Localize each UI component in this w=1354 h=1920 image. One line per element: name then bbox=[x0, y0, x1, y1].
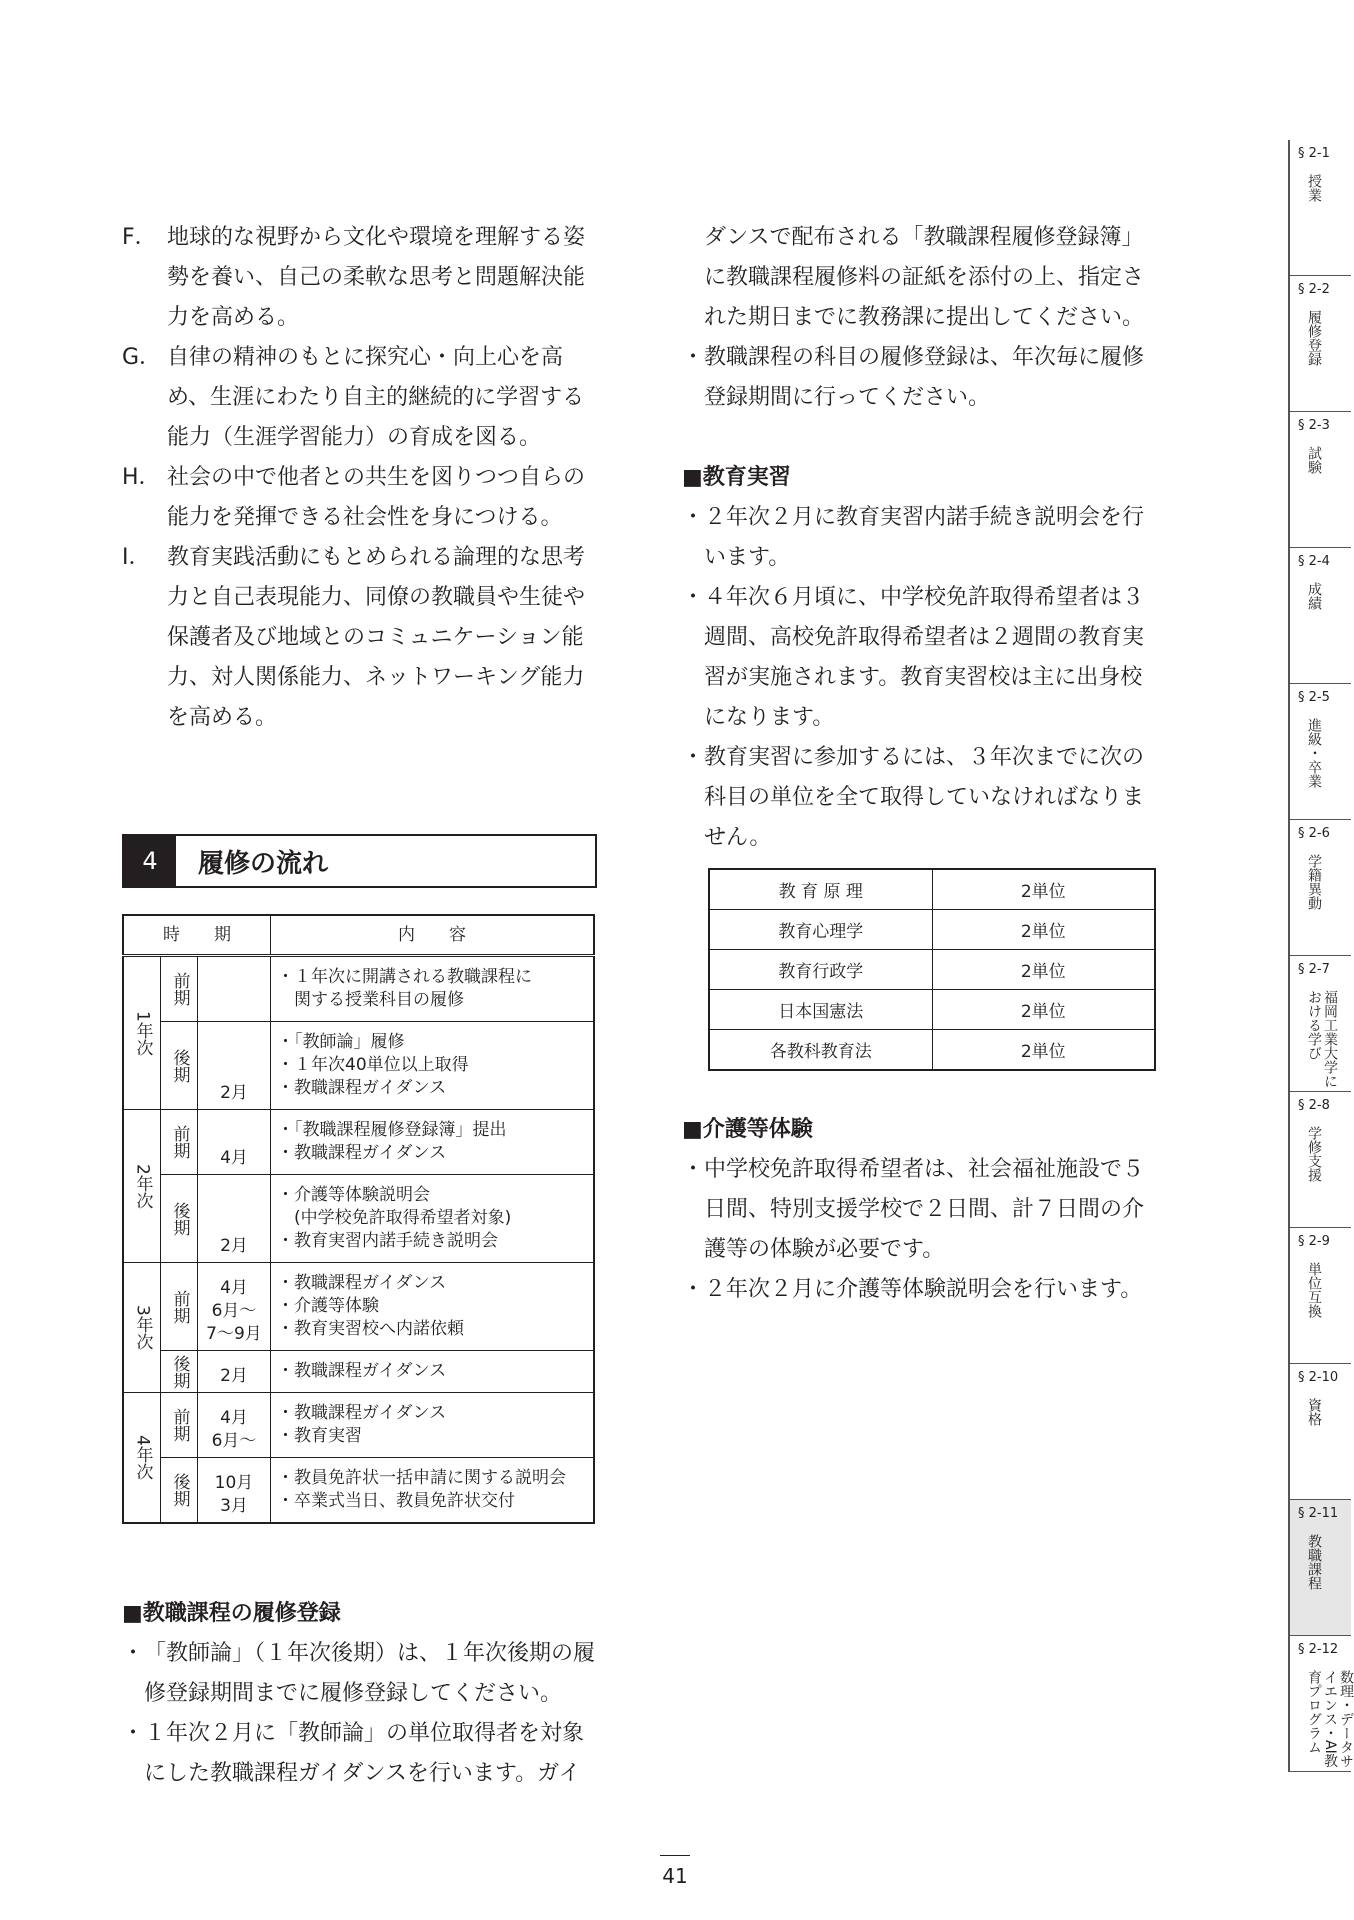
credits-cell: 2単位 bbox=[932, 1030, 1155, 1071]
year-cell bbox=[123, 1393, 161, 1524]
section-tab[interactable] bbox=[1288, 1364, 1351, 1500]
month-label: 4月 bbox=[220, 1148, 248, 1168]
content-line: ・「教職課程履修登録簿」提出 bbox=[277, 1120, 507, 1140]
month-cell bbox=[198, 956, 271, 1022]
tab-label: 数理・データサイエンス・AI教育プログラム bbox=[1306, 1670, 1354, 1768]
month-label: 2月 bbox=[220, 1366, 248, 1386]
content-cell bbox=[271, 1022, 595, 1110]
term-label: 後期 bbox=[169, 1473, 190, 1507]
table-row bbox=[709, 910, 1155, 950]
list-item-text: ４年次６月頃に、中学校免許取得希望者は３週間、高校免許取得希望者は２週間の教育実習が実施されます。教育実習校は主に出身校になります。 bbox=[704, 585, 1145, 730]
section-tab[interactable] bbox=[1288, 276, 1351, 412]
year-cell bbox=[123, 1263, 161, 1393]
term-label: 後期 bbox=[169, 1201, 190, 1236]
year-cell bbox=[123, 1110, 161, 1263]
list-item: ・ 「教師論」（１年次後期）は、１年次後期の履修登録期間までに履修登録してください。 bbox=[122, 1634, 600, 1714]
content-line: ・教職課程ガイダンス bbox=[277, 1403, 447, 1423]
content-line: ・教職課程ガイダンス bbox=[277, 1143, 447, 1163]
content-line: ・介護等体験説明会 bbox=[277, 1185, 430, 1205]
term-cell bbox=[161, 956, 198, 1022]
term-label: 前期 bbox=[169, 972, 190, 1006]
right-column bbox=[682, 218, 1160, 858]
tab-section-number: § 2-2 bbox=[1298, 282, 1330, 297]
list-item: ・ ２年次２月に介護等体験説明会を行います。 bbox=[682, 1270, 1160, 1310]
table-row bbox=[123, 1022, 594, 1110]
tab-section-number: § 2-9 bbox=[1298, 1234, 1330, 1249]
table-header-period: 時 期 bbox=[123, 915, 271, 956]
objective-item bbox=[122, 218, 600, 338]
table-row bbox=[123, 1110, 594, 1175]
objectives-list bbox=[122, 218, 600, 738]
page-number: 41 bbox=[660, 1855, 690, 1888]
tab-section-number: § 2-1 bbox=[1298, 146, 1330, 161]
tab-section-number: § 2-4 bbox=[1298, 554, 1330, 569]
year-cell bbox=[123, 956, 161, 1110]
tab-label: 学修支援 bbox=[1306, 1126, 1322, 1182]
list-item-text: 中学校免許取得希望者は、社会福祉施設で５日間、特別支援学校で２日間、計７日間の介護等の体験が必要です。 bbox=[704, 1157, 1145, 1262]
list-item-text: １年次２月に「教師論」の単位取得者を対象にした教職課程ガイダンスを行います。ガイ bbox=[144, 1721, 585, 1786]
month-label: 4月 6月～ bbox=[211, 1408, 257, 1451]
objective-label: G． bbox=[122, 345, 162, 370]
objective-text: 社会の中で他者との共生を図りつつ自らの能力を発揮できる社会性を身につける。 bbox=[167, 465, 586, 530]
month-cell bbox=[198, 1263, 271, 1351]
table-row bbox=[123, 1393, 594, 1458]
table-row bbox=[123, 956, 594, 1022]
credits-cell: 2単位 bbox=[932, 869, 1155, 910]
objective-item bbox=[122, 338, 600, 458]
term-label: 前期 bbox=[169, 1408, 190, 1442]
year-label: 4年次 bbox=[132, 1435, 153, 1480]
section-title: 履修の流れ bbox=[198, 848, 329, 879]
registration-heading: ■教職課程の履修登録 bbox=[122, 1601, 341, 1626]
term-cell bbox=[161, 1351, 198, 1393]
subject-cell: 日本国憲法 bbox=[709, 990, 932, 1030]
objective-label: F． bbox=[122, 225, 157, 250]
content-line: (中学校免許取得希望者対象) bbox=[277, 1208, 512, 1228]
left-column bbox=[122, 218, 600, 738]
tab-label: 試験 bbox=[1306, 446, 1322, 474]
list-item-text: 「教師論」（１年次後期）は、１年次後期の履修登録期間までに履修登録してください。 bbox=[144, 1641, 596, 1706]
objective-item bbox=[122, 538, 600, 738]
table-row bbox=[709, 869, 1155, 910]
course-flow-table bbox=[122, 914, 595, 1524]
section-tab[interactable] bbox=[1288, 956, 1351, 1092]
content-line: ・介護等体験 bbox=[277, 1296, 379, 1316]
section-tab[interactable] bbox=[1288, 1500, 1351, 1636]
tab-section-number: § 2-10 bbox=[1298, 1370, 1339, 1385]
tab-label: 資格 bbox=[1306, 1398, 1322, 1426]
term-label: 後期 bbox=[169, 1048, 190, 1083]
term-cell bbox=[161, 1393, 198, 1458]
table-row bbox=[709, 950, 1155, 990]
care-heading: ■介護等体験 bbox=[682, 1117, 813, 1142]
content-line: ・教育実習校へ内諾依頼 bbox=[277, 1319, 464, 1339]
subject-cell: 教育心理学 bbox=[709, 910, 932, 950]
objective-item bbox=[122, 458, 600, 538]
table-row bbox=[709, 1030, 1155, 1071]
content-cell bbox=[271, 956, 595, 1022]
year-label: 1年次 bbox=[132, 1010, 153, 1056]
content-line: ・教育実習内諾手続き説明会 bbox=[277, 1231, 498, 1251]
objective-text: 自律の精神のもとに探究心・向上心を高め、生涯にわたり自主的継続的に学習する能力（生涯学習能力）の育成を図る。 bbox=[167, 345, 585, 450]
tab-label: 成績 bbox=[1306, 582, 1322, 610]
credits-cell: 2単位 bbox=[932, 950, 1155, 990]
content-line: ・教育実習 bbox=[277, 1426, 362, 1446]
term-label: 前期 bbox=[169, 1125, 190, 1159]
month-label: 2月 bbox=[220, 1236, 248, 1256]
required-units-table bbox=[708, 868, 1156, 1071]
tab-label: 進級・卒業 bbox=[1306, 718, 1322, 788]
list-item-text: ２年次２月に介護等体験説明会を行います。 bbox=[704, 1277, 1143, 1302]
care-section bbox=[682, 1110, 1160, 1310]
tab-section-number: § 2-3 bbox=[1298, 418, 1330, 433]
term-cell bbox=[161, 1263, 198, 1351]
content-line: ・１年次に開講される教職課程に bbox=[277, 967, 532, 987]
year-label: 2年次 bbox=[132, 1163, 153, 1209]
month-label: 2月 bbox=[220, 1083, 248, 1103]
section-tab[interactable] bbox=[1288, 1092, 1351, 1228]
content-line: ・教職課程ガイダンス bbox=[277, 1078, 447, 1098]
tab-label: 福岡工業大学における学び bbox=[1306, 990, 1338, 1088]
list-item: ・ ２年次２月に教育実習内諾手続き説明会を行います。 bbox=[682, 498, 1160, 578]
content-cell bbox=[271, 1175, 595, 1263]
section-tab[interactable] bbox=[1288, 1636, 1354, 1772]
content-line: ・教職課程ガイダンス bbox=[277, 1361, 447, 1381]
table-row bbox=[123, 1458, 594, 1524]
section-tab[interactable] bbox=[1288, 140, 1351, 276]
term-cell bbox=[161, 1458, 198, 1524]
term-cell bbox=[161, 1175, 198, 1263]
content-line: ・「教師論」履修 bbox=[277, 1032, 405, 1052]
content-cell bbox=[271, 1351, 595, 1393]
objective-label: I． bbox=[122, 545, 151, 570]
list-item: ・ 中学校免許取得希望者は、社会福祉施設で５日間、特別支援学校で２日間、計７日間の介護等の体験が必要です。 bbox=[682, 1150, 1160, 1270]
section-tab[interactable] bbox=[1288, 820, 1351, 956]
continued-text: ダンスで配布される「教職課程履修登録簿」に教職課程履修料の証紙を添付の上、指定された期日までに教務課に提出してください。 bbox=[704, 225, 1145, 330]
tab-section-number: § 2-8 bbox=[1298, 1098, 1330, 1113]
month-label: 4月 6月～ 7～9月 bbox=[206, 1278, 262, 1344]
month-cell bbox=[198, 1110, 271, 1175]
content-cell bbox=[271, 1458, 595, 1524]
credits-cell: 2単位 bbox=[932, 910, 1155, 950]
tab-section-number: § 2-7 bbox=[1298, 962, 1330, 977]
section-4-heading bbox=[122, 834, 597, 888]
list-item-text: 教職課程の科目の履修登録は、年次毎に履修登録期間に行ってください。 bbox=[704, 345, 1145, 410]
section-tab[interactable] bbox=[1288, 412, 1351, 548]
subject-cell: 各教科教育法 bbox=[709, 1030, 932, 1071]
month-cell bbox=[198, 1022, 271, 1110]
list-item: ・ ４年次６月頃に、中学校免許取得希望者は３週間、高校免許取得希望者は２週間の教育実習が実施されます。教育実習校は主に出身校になります。 bbox=[682, 578, 1160, 738]
tab-label: 学籍異動 bbox=[1306, 854, 1322, 910]
content-line: 関する授業科目の履修 bbox=[277, 990, 464, 1010]
year-label: 3年次 bbox=[132, 1305, 153, 1350]
month-cell bbox=[198, 1351, 271, 1393]
objective-label: H． bbox=[122, 465, 161, 490]
month-cell bbox=[198, 1393, 271, 1458]
content-line: ・教員免許状一括申請に関する説明会 bbox=[277, 1468, 566, 1488]
list-item: ・ １年次２月に「教師論」の単位取得者を対象にした教職課程ガイダンスを行います。ガイ bbox=[122, 1714, 600, 1794]
table-row bbox=[123, 1351, 594, 1393]
table-row bbox=[709, 990, 1155, 1030]
term-cell bbox=[161, 1022, 198, 1110]
term-label: 後期 bbox=[169, 1354, 190, 1389]
tab-label: 単位互換 bbox=[1306, 1262, 1322, 1318]
list-item-text: 教育実習に参加するには、３年次までに次の科目の単位を全て取得していなければなりません。 bbox=[704, 745, 1145, 850]
month-label: 10月 3月 bbox=[214, 1473, 254, 1516]
content-line: ・１年次40単位以上取得 bbox=[277, 1055, 469, 1075]
list-item-text: ２年次２月に教育実習内諾手続き説明会を行います。 bbox=[704, 505, 1145, 570]
objective-text: 地球的な視野から文化や環境を理解する姿勢を養い、自己の柔軟な思考と問題解決能力を高める。 bbox=[167, 225, 586, 330]
practice-heading: ■教育実習 bbox=[682, 465, 791, 490]
tab-label: 履修登録 bbox=[1306, 310, 1322, 366]
tab-section-number: § 2-5 bbox=[1298, 690, 1330, 705]
table-row bbox=[123, 1175, 594, 1263]
list-item: ・ 教育実習に参加するには、３年次までに次の科目の単位を全て取得していなければなりません。 bbox=[682, 738, 1160, 858]
objective-text: 教育実践活動にもとめられる論理的な思考力と自己表現能力、同僚の教職員や生徒や保護者及び地域とのコミュニケーション能力、対人関係能力、ネットワーキング能力を高める。 bbox=[167, 545, 586, 730]
content-cell bbox=[271, 1393, 595, 1458]
list-item: ・ 教職課程の科目の履修登録は、年次毎に履修登録期間に行ってください。 bbox=[682, 338, 1160, 418]
credits-cell: 2単位 bbox=[932, 990, 1155, 1030]
section-number: 4 bbox=[124, 836, 176, 886]
subject-cell: 教 育 原 理 bbox=[709, 869, 932, 910]
section-tab[interactable] bbox=[1288, 684, 1351, 820]
month-cell bbox=[198, 1175, 271, 1263]
tab-section-number: § 2-12 bbox=[1298, 1642, 1339, 1657]
month-cell bbox=[198, 1458, 271, 1524]
section-tab[interactable] bbox=[1288, 548, 1351, 684]
content-line: ・教職課程ガイダンス bbox=[277, 1273, 447, 1293]
term-cell bbox=[161, 1110, 198, 1175]
section-tab[interactable] bbox=[1288, 1228, 1351, 1364]
subject-cell: 教育行政学 bbox=[709, 950, 932, 990]
content-cell bbox=[271, 1110, 595, 1175]
registration-section bbox=[122, 1594, 600, 1794]
tab-label: 教職課程 bbox=[1306, 1534, 1322, 1590]
section-tabs bbox=[1288, 140, 1354, 1772]
content-line: ・卒業式当日、教員免許状交付 bbox=[277, 1491, 515, 1511]
content-cell bbox=[271, 1263, 595, 1351]
term-label: 前期 bbox=[169, 1289, 190, 1324]
tab-section-number: § 2-11 bbox=[1298, 1506, 1339, 1521]
tab-section-number: § 2-6 bbox=[1298, 826, 1330, 841]
tab-label: 授業 bbox=[1306, 174, 1322, 202]
table-header-content: 内 容 bbox=[271, 915, 595, 956]
table-row bbox=[123, 1263, 594, 1351]
